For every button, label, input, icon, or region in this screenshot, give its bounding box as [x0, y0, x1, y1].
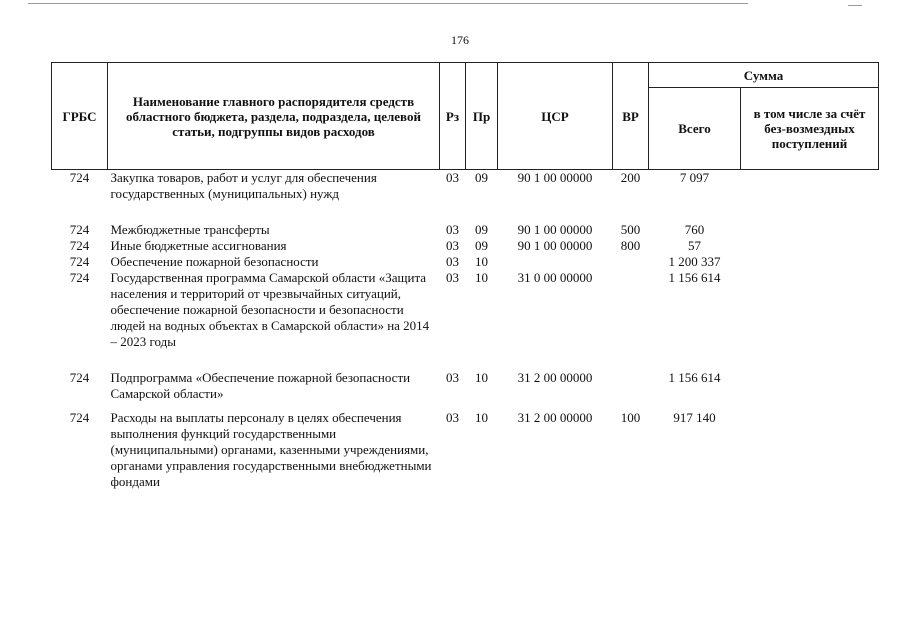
cell-grbs: 724 — [69, 370, 90, 385]
cell-rz: 03 — [446, 254, 459, 269]
row-spacer — [52, 402, 879, 410]
header-incl: в том числе за счёт без-возмездных поступлений — [741, 88, 879, 170]
cell-name: Закупка товаров, работ и услуг для обеспечения государственных (муниципальных) нужд — [110, 170, 377, 201]
cell-total: 760 — [684, 222, 705, 237]
cell-pr: 09 — [475, 170, 488, 185]
cell-vr — [613, 270, 649, 350]
cell-rz: 03 — [446, 270, 459, 285]
cell-vr: 500 — [620, 222, 641, 237]
cell-grbs: 724 — [69, 238, 90, 253]
cell-grbs: 724 — [69, 410, 90, 425]
cell-rz: 03 — [446, 370, 459, 385]
table-row — [52, 370, 879, 402]
cell-csr: 31 0 00 00000 — [517, 270, 593, 285]
cell-pr: 10 — [475, 270, 488, 285]
cell-vr: 200 — [620, 170, 641, 185]
cell-pr: 10 — [475, 410, 488, 425]
budget-table — [51, 62, 879, 490]
row-spacer-cell — [52, 402, 879, 410]
cell-rz: 03 — [446, 170, 459, 185]
cell-incl — [741, 370, 879, 402]
header-sum: Сумма — [649, 63, 879, 88]
table-row — [52, 170, 879, 203]
cell-pr: 10 — [475, 254, 488, 269]
cell-csr: 31 2 00 00000 — [517, 370, 593, 385]
cell-pr: 09 — [475, 238, 488, 253]
cell-grbs: 724 — [69, 254, 90, 269]
table-row — [52, 410, 879, 490]
cell-csr: 90 1 00 00000 — [517, 238, 593, 253]
cell-incl — [741, 410, 879, 490]
cell-rz: 03 — [446, 238, 459, 253]
cell-total: 1 200 337 — [668, 254, 721, 269]
table-row — [52, 270, 879, 350]
table-row — [52, 254, 879, 270]
row-spacer — [52, 202, 879, 222]
row-spacer-cell — [52, 202, 879, 222]
cell-csr: 90 1 00 00000 — [517, 170, 593, 185]
cell-incl — [741, 222, 879, 238]
header-csr: ЦСР — [498, 63, 613, 170]
row-spacer-cell — [52, 350, 879, 370]
cell-vr — [613, 370, 649, 402]
cell-csr: 31 2 00 00000 — [517, 410, 593, 425]
header-rz: Рз — [440, 63, 466, 170]
header-name: Наименование главного распорядителя средств областного бюджета, раздела, подраздела, целевой статьи, подгруппы видов расходов — [108, 63, 440, 170]
cell-total: 57 — [688, 238, 701, 253]
scan-edge-line — [28, 3, 748, 4]
cell-incl — [741, 170, 879, 203]
header-pr: Пр — [466, 63, 498, 170]
page-number: 176 — [451, 33, 469, 47]
header-vr: ВР — [613, 63, 649, 170]
cell-csr: 90 1 00 00000 — [517, 222, 593, 237]
cell-rz: 03 — [446, 222, 459, 237]
cell-grbs: 724 — [69, 170, 90, 185]
cell-total: 7 097 — [679, 170, 710, 185]
cell-grbs: 724 — [69, 270, 90, 285]
cell-incl — [741, 238, 879, 254]
cell-vr: 100 — [620, 410, 641, 425]
cell-name: Межбюджетные трансферты — [110, 222, 270, 237]
cell-incl — [741, 270, 879, 350]
cell-name: Подпрограмма «Обеспечение пожарной безопасности Самарской области» — [110, 370, 411, 401]
cell-total: 1 156 614 — [668, 370, 721, 385]
cell-name: Обеспечение пожарной безопасности — [110, 254, 319, 269]
cell-vr — [613, 254, 649, 270]
cell-name: Государственная программа Самарской области «Защита населения и территорий от чрезвычайных ситуаций, обеспечение пожарной безопасности и безопасности людей на водных объектах в Самарской области» на 2014 – 2023 годы — [110, 270, 430, 349]
header-grbs: ГРБС — [52, 63, 108, 170]
header-total: Всего — [649, 88, 741, 170]
row-spacer — [52, 350, 879, 370]
table-row — [52, 222, 879, 238]
cell-incl — [741, 254, 879, 270]
cell-total: 917 140 — [673, 410, 716, 425]
table-row — [52, 238, 879, 254]
cell-name: Иные бюджетные ассигнования — [110, 238, 287, 253]
cell-pr: 09 — [475, 222, 488, 237]
scan-edge-mark — [848, 5, 862, 6]
table-body — [52, 170, 879, 491]
cell-rz: 03 — [446, 410, 459, 425]
table-header — [52, 63, 879, 170]
cell-vr: 800 — [620, 238, 641, 253]
cell-pr: 10 — [475, 370, 488, 385]
cell-total: 1 156 614 — [668, 270, 721, 285]
cell-name: Расходы на выплаты персоналу в целях обеспечения выполнения функций государственными (муниципальными) органами, казенными учреждениями, органами управления государственными внебюджетными фондами — [110, 410, 432, 489]
cell-csr — [498, 254, 613, 270]
cell-grbs: 724 — [69, 222, 90, 237]
